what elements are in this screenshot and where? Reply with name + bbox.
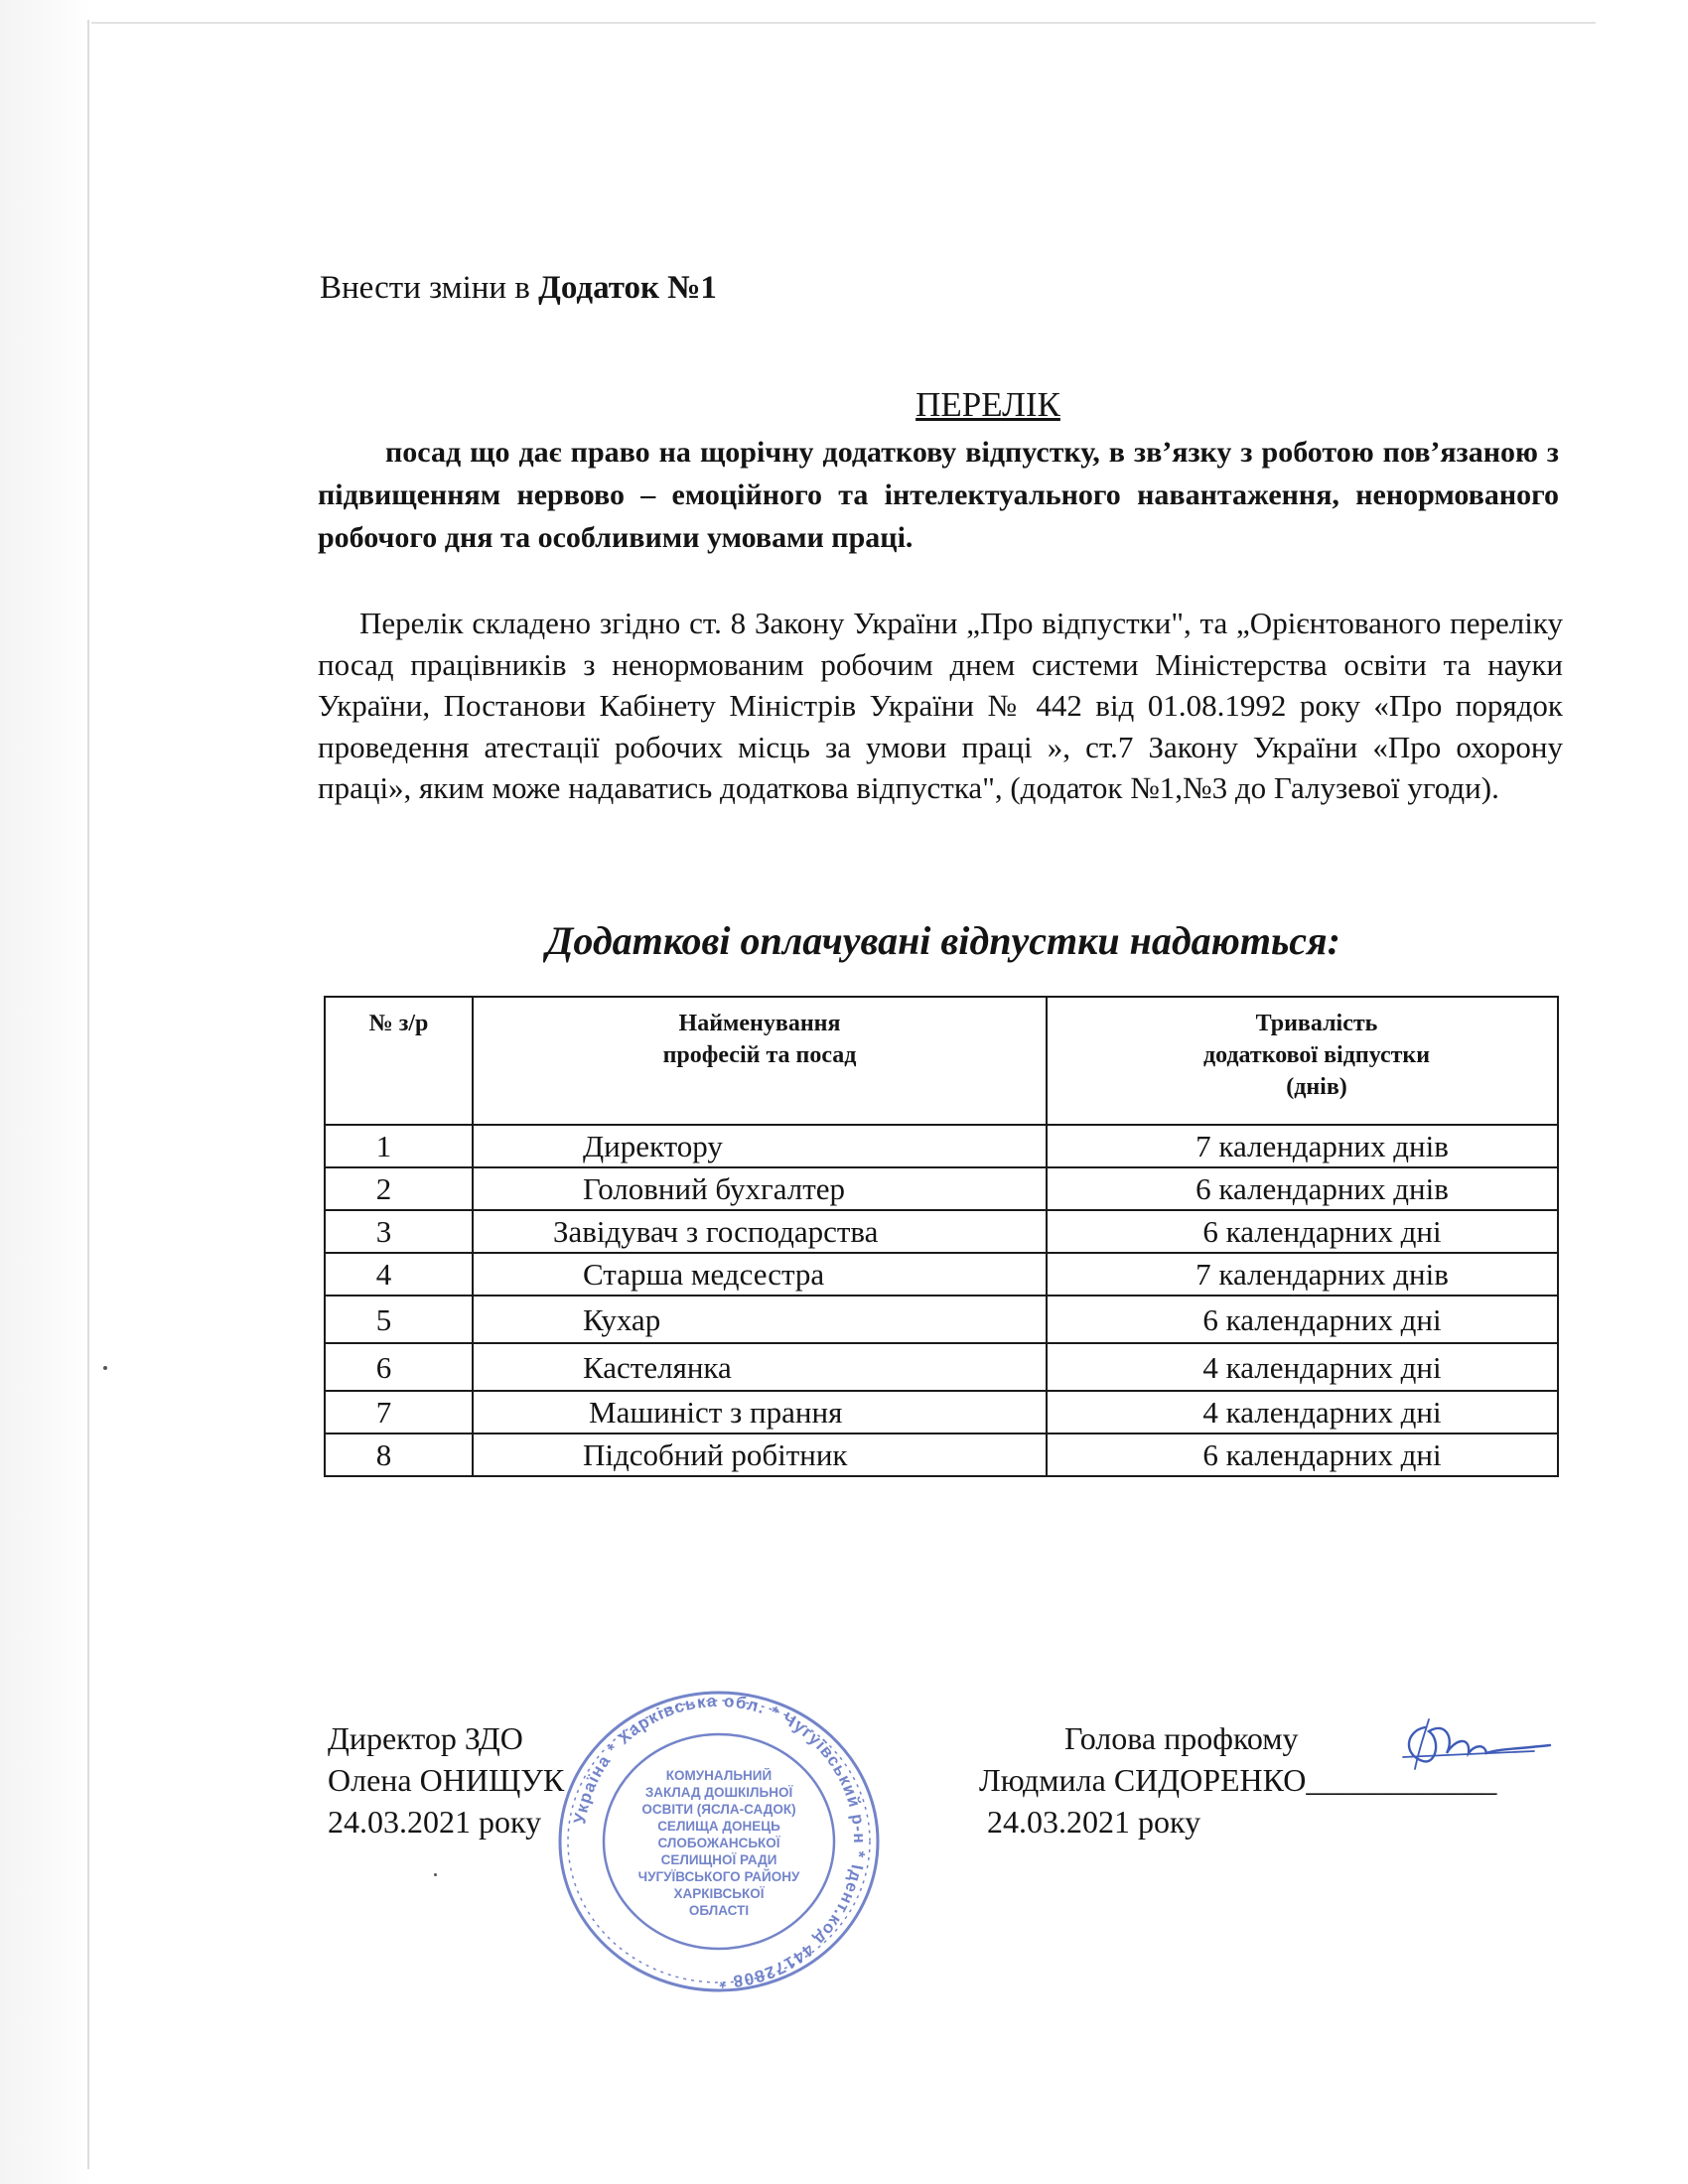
intro-line bbox=[320, 270, 717, 307]
row-num: 5 bbox=[325, 1296, 473, 1343]
header-num: № з/р bbox=[325, 997, 473, 1125]
row-position: Машиніст з прання bbox=[473, 1391, 1047, 1433]
header-duration bbox=[1047, 997, 1558, 1125]
stamp-center-line: ОБЛАСТІ bbox=[688, 1903, 750, 1918]
union-position: Голова профкому bbox=[1064, 1720, 1299, 1756]
table-row bbox=[325, 1391, 1558, 1433]
director-signature-block bbox=[328, 1717, 564, 1843]
row-duration: 6 календарних дні bbox=[1047, 1296, 1558, 1343]
stamp-center-line: СЛОБОЖАНСЬКОЇ bbox=[657, 1836, 780, 1850]
row-duration: 4 календарних дні bbox=[1047, 1391, 1558, 1433]
scan-edge-line bbox=[87, 20, 89, 2169]
legal-basis-paragraph: Перелік складено згідно ст. 8 Закону України „Про відпустки", та „Орієнтованого переліку посад працівників з ненормованим робочим днем системи Міністерства освіти та науки України, Постанови Кабінету Міністрів України № 442 від 01.08.1992 року «Про порядок проведення атестації робочих місць за умови праці », ст.7 Закону України «Про охорону праці», яким може надаватись додаткова відпустка", (додаток №1,№3 до Галузевої угоди). bbox=[318, 606, 1563, 805]
header-duration-line2: додаткової відпустки bbox=[1202, 1042, 1431, 1068]
table-row bbox=[325, 1296, 1558, 1343]
director-date: 24.03.2021 року bbox=[328, 1804, 542, 1840]
table-row bbox=[325, 1433, 1558, 1476]
table-row bbox=[325, 1167, 1558, 1210]
scan-speck bbox=[434, 1873, 437, 1876]
row-num: 3 bbox=[325, 1210, 473, 1253]
header-duration-line1: Тривалість bbox=[1255, 1011, 1378, 1036]
header-name bbox=[473, 997, 1047, 1125]
scan-margin bbox=[0, 0, 91, 2184]
row-num: 2 bbox=[325, 1167, 473, 1210]
row-position: Головний бухгалтер bbox=[473, 1167, 1047, 1210]
stamp-center-line: ЧУГУЇВСЬКОГО РАЙОНУ bbox=[637, 1869, 800, 1884]
director-name: Олена ОНИЩУК bbox=[328, 1762, 565, 1798]
row-duration: 7 календарних днів bbox=[1047, 1253, 1558, 1296]
leave-table bbox=[324, 996, 1559, 1477]
title-description: посад що дає право на щорічну додаткову відпустку, в зв’язку з роботою пов’язаною з підвищенням нервово – емоційного та інтелектуального навантаження, ненормованого робочого дня та особливими умовами праці. bbox=[318, 436, 1559, 554]
row-num: 7 bbox=[325, 1391, 473, 1433]
director-position: Директор ЗДО bbox=[328, 1720, 523, 1756]
row-num: 8 bbox=[325, 1433, 473, 1476]
stamp-center-line: ХАРКІВСЬКОЇ bbox=[673, 1886, 765, 1901]
table-header-row bbox=[325, 997, 1558, 1125]
stamp-center-line: СЕЛИЩНОЇ РАДИ bbox=[660, 1852, 777, 1867]
header-duration-line3: (днів) bbox=[1286, 1074, 1347, 1100]
row-position: Старша медсестра bbox=[473, 1253, 1047, 1296]
row-duration: 6 календарних дні bbox=[1047, 1433, 1558, 1476]
signature-line: ____________ bbox=[1306, 1762, 1497, 1798]
row-duration: 4 календарних дні bbox=[1047, 1343, 1558, 1391]
union-name: Людмила СИДОРЕНКО bbox=[979, 1762, 1307, 1798]
stamp-center-line: ЗАКЛАД ДОШКІЛЬНОЇ bbox=[644, 1785, 793, 1800]
table-row bbox=[325, 1125, 1558, 1167]
stamp-center-line: СЕЛИЩА ДОНЕЦЬ bbox=[657, 1819, 780, 1834]
header-name-line1: Найменування bbox=[678, 1011, 841, 1036]
row-position: Підсобний робітник bbox=[473, 1433, 1047, 1476]
stamp-ring-text: Україна * Харківська обл. * Чугуївський р-н * Ідент.код 44172808 * bbox=[570, 1691, 870, 1992]
row-duration: 6 календарних дні bbox=[1047, 1210, 1558, 1253]
table-row bbox=[325, 1343, 1558, 1391]
row-duration: 6 календарних днів bbox=[1047, 1167, 1558, 1210]
table-row bbox=[325, 1210, 1558, 1253]
stamp-center-line: КОМУНАЛЬНИЙ bbox=[665, 1768, 773, 1783]
handwritten-signature bbox=[1385, 1709, 1554, 1789]
row-num: 6 bbox=[325, 1343, 473, 1391]
row-num: 1 bbox=[325, 1125, 473, 1167]
intro-prefix: Внести зміни в bbox=[320, 270, 539, 306]
row-duration: 7 календарних днів bbox=[1047, 1125, 1558, 1167]
row-num: 4 bbox=[325, 1253, 473, 1296]
intro-appendix: Додаток №1 bbox=[538, 270, 717, 306]
union-date: 24.03.2021 року bbox=[987, 1804, 1201, 1840]
document-title: ПЕРЕЛІК bbox=[915, 385, 1060, 424]
table-row bbox=[325, 1253, 1558, 1296]
stamp-center-line: ОСВІТИ (ЯСЛА-САДОК) bbox=[641, 1802, 796, 1817]
scan-top-line bbox=[91, 22, 1596, 24]
official-stamp bbox=[552, 1685, 886, 1998]
row-position: Кухар bbox=[473, 1296, 1047, 1343]
table-heading: Додаткові оплачувані відпустки надаються: bbox=[546, 918, 1340, 963]
row-position: Директору bbox=[473, 1125, 1047, 1167]
header-name-line2: професій та посад bbox=[662, 1042, 857, 1068]
row-position: Кастелянка bbox=[473, 1343, 1047, 1391]
row-position: Завідувач з господарства bbox=[473, 1210, 1047, 1253]
scan-speck bbox=[103, 1366, 107, 1370]
